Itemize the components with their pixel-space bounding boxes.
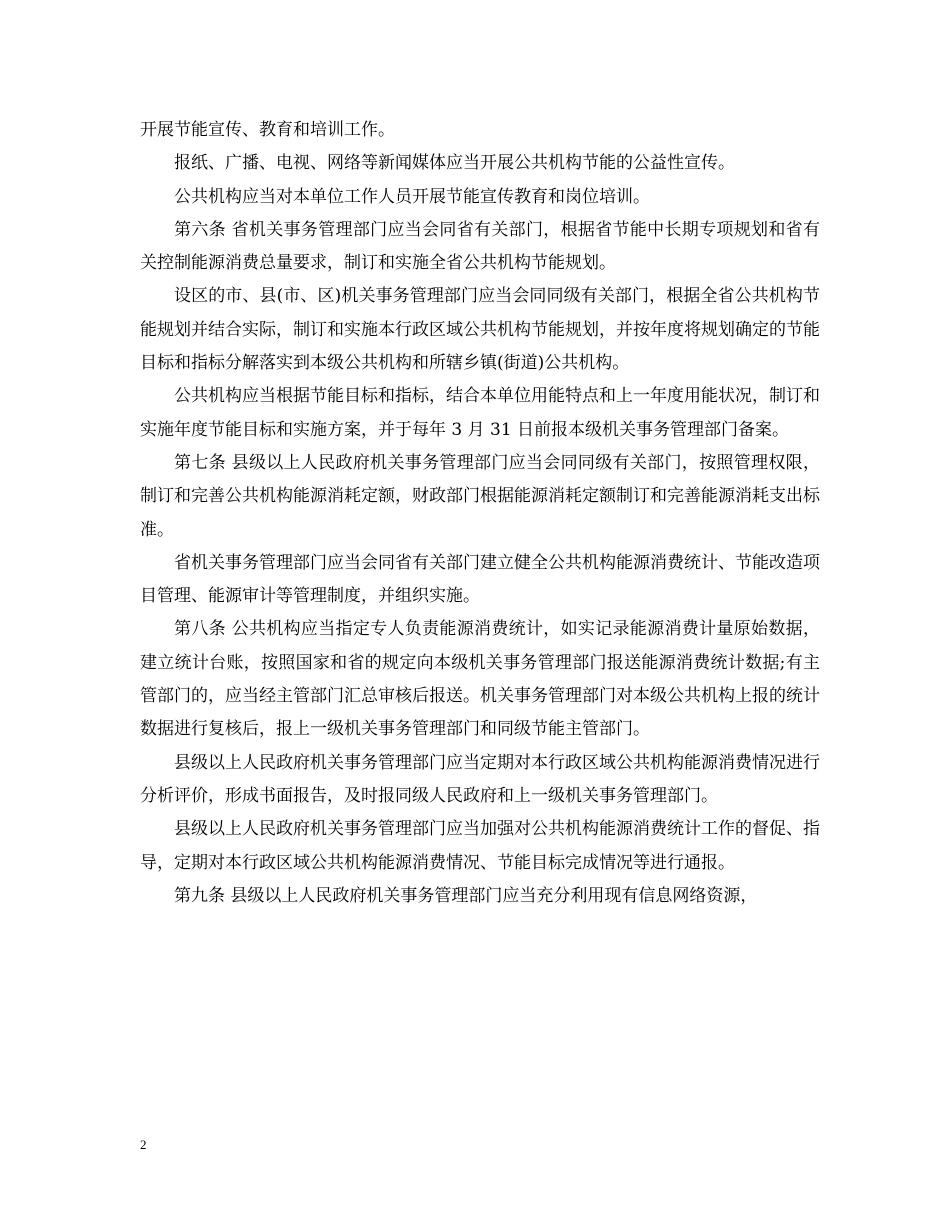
paragraph: 设区的市、县(市、区)机关事务管理部门应当会同同级有关部门，根据全省公共机构节能规划并结合实际，制订和实施本行政区域公共机构节能规划，并按年度将规划确定的节能目标和指标分解落实到本级公共机构和所辖乡镇(街道)公共机构。 [140,286,820,374]
article-9-paragraph: 第九条 县级以上人民政府机关事务管理部门应当充分利用现有信息网络资源， [174,885,758,906]
paragraph: 公共机构应当根据节能目标和指标，结合本单位用能特点和上一年度用能状况，制订和实施年度节能目标和实施方案，并于每年 3 月 31 日前报本级机关事务管理部门备案。 [140,386,820,440]
article-7-paragraph: 第七条 县级以上人民政府机关事务管理部门应当会同同级有关部门，按照管理权限，制订和完善公共机构能源消耗定额，财政部门根据能源消耗定额制订和完善能源消耗支出标准。 [140,452,820,540]
paragraph: 公共机构应当对本单位工作人员开展节能宣传教育和岗位培训。 [174,186,650,207]
paragraph: 省机关事务管理部门应当会同省有关部门建立健全公共机构能源消费统计、节能改造项目管理、能源审计等管理制度，并组织实施。 [140,552,820,607]
document-body [140,114,820,913]
article-6-paragraph: 第六条 省机关事务管理部门应当会同省有关部门，根据省节能中长期专项规划和省有关控制能源消费总量要求，制订和实施全省公共机构节能规划。 [140,219,820,274]
paragraph: 县级以上人民政府机关事务管理部门应当定期对本行政区域公共机构能源消费情况进行分析评价，形成书面报告，及时报同级人民政府和上一级机关事务管理部门。 [140,752,820,806]
article-8-paragraph: 第八条 公共机构应当指定专人负责能源消费统计，如实记录能源消费计量原始数据，建立统计台账，按照国家和省的规定向本级机关事务管理部门报送能源消费统计数据;有主管部门的，应当经主管部门汇总审核后报送。机关事务管理部门对本级公共机构上报的统计数据进行复核后，报上一级机关事务管理部门和同级节能主管部门。 [140,619,820,740]
paragraph-continuation: 开展节能宣传、教育和培训工作。 [140,120,395,140]
paragraph: 县级以上人民政府机关事务管理部门应当加强对公共机构能源消费统计工作的督促、指导，定期对本行政区域公共机构能源消费情况、节能目标完成情况等进行通报。 [140,819,820,873]
page-number: 2 [140,1137,147,1152]
paragraph: 报纸、广播、电视、网络等新闻媒体应当开展公共机构节能的公益性宣传。 [174,153,735,174]
